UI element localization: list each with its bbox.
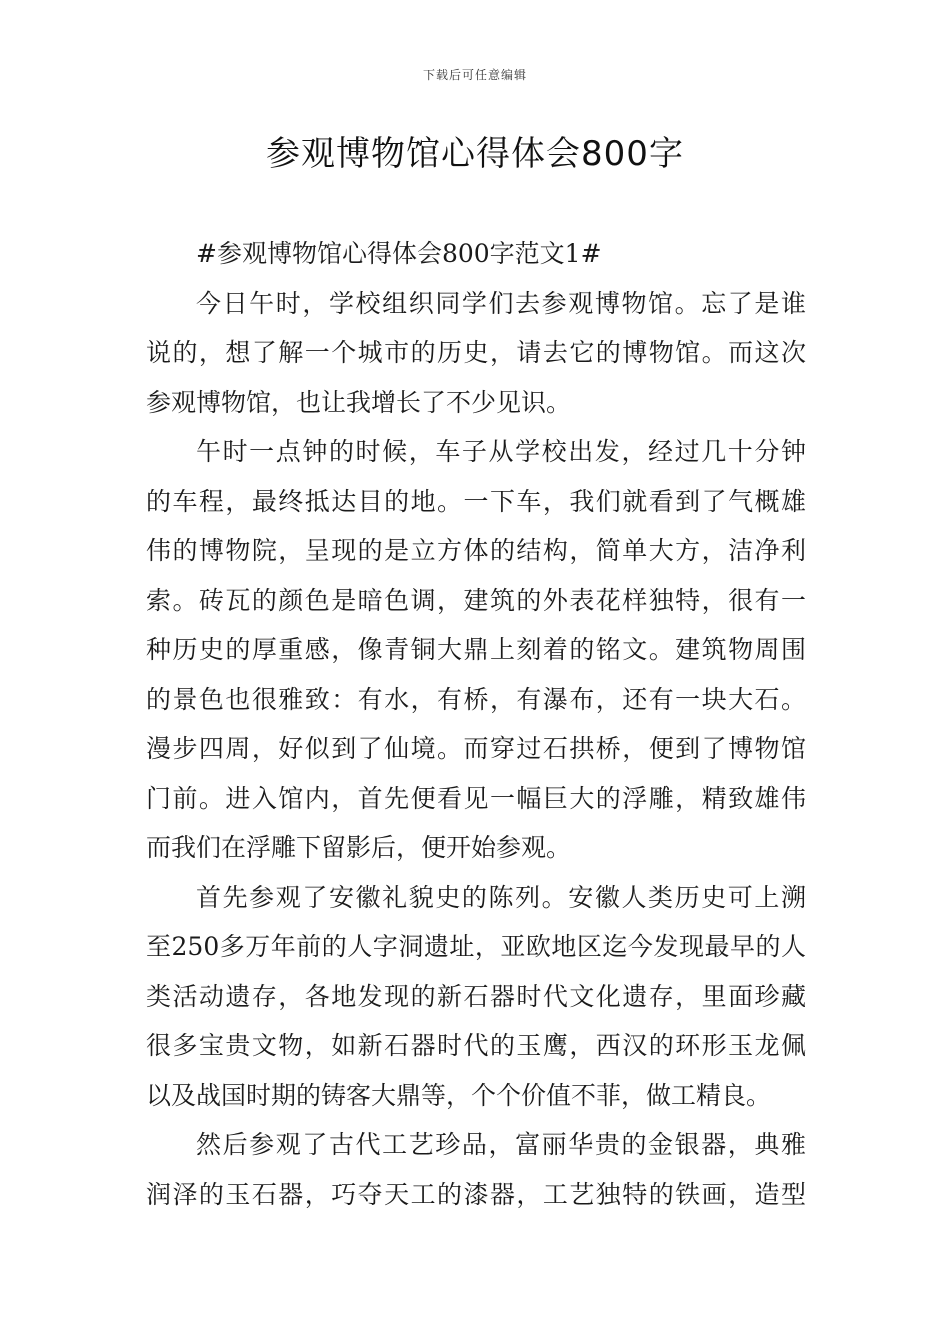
text-line: 今日午时，学校组织同学们去参观博物馆。忘了是谁 [196,288,806,318]
essay-subheading: #参观博物馆心得体会800字范文1# [196,239,602,268]
paragraph-2 [146,427,806,873]
text-line: 午时一点钟的时候，车子从学校出发，经过几十分钟 [196,437,806,466]
paragraph-3 [146,873,806,1121]
text-line: 的景色也很雅致：有水，有桥，有瀑布，还有一块大石。 [146,684,806,714]
text-line: 然后参观了古代工艺珍品，富丽华贵的金银器，典雅 [196,1130,806,1159]
text-line: 说的，想了解一个城市的历史，请去它的博物馆。而这次 [146,338,806,367]
paragraph-1 [146,279,806,428]
text-line: 索。砖瓦的颜色是暗色调，建筑的外表花样独特，很有一 [146,585,806,615]
text-line: 漫步四周，好似到了仙境。而穿过石拱桥，便到了博物馆 [146,734,806,763]
text-line: 类活动遗存，各地发现的新石器时代文化遗存，里面珍藏 [146,981,806,1011]
text-line: 门前。进入馆内，首先便看见一幅巨大的浮雕，精致雄伟 [146,783,806,813]
header-note: 下载后可任意编辑 [422,68,527,82]
document-title: 参观博物馆心得体会800字 [266,134,684,174]
text-line: 伟的博物院，呈现的是立方体的结构，简单大方，洁净利 [146,536,806,565]
text-line: 而我们在浮雕下留影后，便开始参观。 [146,833,572,862]
text-line: 润泽的玉石器，巧夺天工的漆器，工艺独特的铁画，造型 [146,1179,806,1209]
document-body [146,229,806,1219]
text-line: 很多宝贵文物，如新石器时代的玉鹰，西汉的环形玉龙佩 [146,1031,806,1060]
text-line: 种历史的厚重感，像青铜大鼎上刻着的铭文。建筑物周围 [146,635,806,664]
paragraph-4 [146,1120,806,1219]
text-line: 参观博物馆，也让我增长了不少见识。 [146,387,572,417]
text-line: 至250多万年前的人字洞遗址，亚欧地区迄今发现最早的人 [146,932,806,961]
text-line: 以及战国时期的铸客大鼎等，个个价值不菲，做工精良。 [146,1080,772,1110]
text-line: 的车程，最终抵达目的地。一下车，我们就看到了气概雄 [146,486,806,516]
text-line: 首先参观了安徽礼貌史的陈列。安徽人类历史可上溯 [196,882,806,912]
